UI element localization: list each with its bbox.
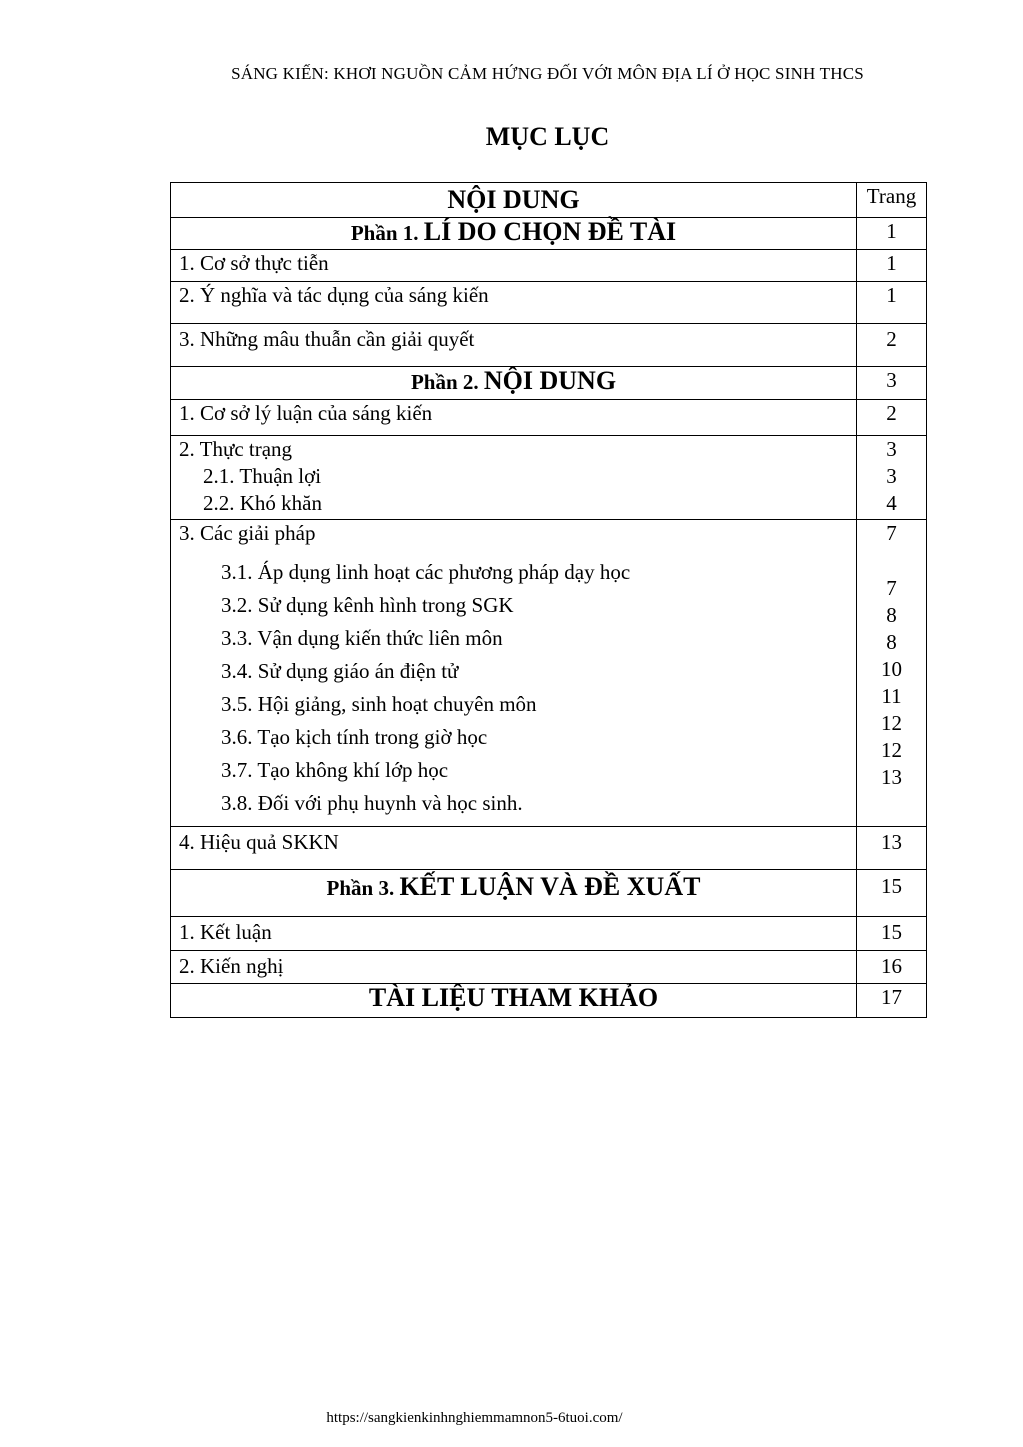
toc-table <box>170 182 927 1018</box>
subsection-page: 8 <box>886 630 897 654</box>
part-3-page: 15 <box>857 870 927 917</box>
part-2-title: NỘI DUNG <box>483 366 617 395</box>
part-2-row <box>171 367 927 400</box>
references-heading: TÀI LIỆU THAM KHẢO <box>171 984 857 1018</box>
toc-row <box>171 324 927 367</box>
toc-row-label: 1. Kết luận <box>171 917 857 951</box>
toc-row-label: 4. Hiệu quả SKKN <box>171 827 857 870</box>
toc-row-label: 3. Những mâu thuẫn cần giải quyết <box>171 324 857 367</box>
toc-row <box>171 436 927 520</box>
toc-row-page: 2 <box>857 324 927 367</box>
part-1-prefix: Phần 1. <box>350 221 419 245</box>
toc-row-page <box>857 436 927 520</box>
subsection-page: 4 <box>886 491 897 515</box>
subsection-page: 13 <box>881 765 902 789</box>
subsection-label: 3.4. Sử dụng giáo án điện tử <box>221 659 459 683</box>
part-3-heading <box>171 870 857 917</box>
references-page: 17 <box>857 984 927 1018</box>
part-2-page: 3 <box>857 367 927 400</box>
toc-row-page: 1 <box>857 250 927 282</box>
subsection-page: 12 <box>881 711 902 735</box>
subsection-label: 3.2. Sử dụng kênh hình trong SGK <box>221 593 514 617</box>
section-label: 2. Thực trạng <box>179 437 293 461</box>
subsection-label: 3.5. Hội giảng, sinh hoạt chuyên môn <box>221 692 537 716</box>
toc-row-page: 15 <box>857 917 927 951</box>
references-row <box>171 984 927 1018</box>
subsection-label: 2.1. Thuận lợi <box>203 464 322 488</box>
toc-row-label <box>171 520 857 827</box>
toc-row-label <box>171 436 857 520</box>
toc-header-row <box>171 183 927 218</box>
section-page: 3 <box>886 437 897 461</box>
toc-row <box>171 827 927 870</box>
subsection-label: 2.2. Khó khăn <box>203 491 322 515</box>
subsection-page: 11 <box>881 684 902 708</box>
toc-row-page: 13 <box>857 827 927 870</box>
subsection-label: 3.6. Tạo kịch tính trong giờ học <box>221 725 488 749</box>
part-1-title: LÍ DO CHỌN ĐỀ TÀI <box>423 217 677 246</box>
subsection-label: 3.8. Đối với phụ huynh và học sinh. <box>221 791 523 815</box>
running-header: SÁNG KIẾN: KHƠI NGUỒN CẢM HỨNG ĐỐI VỚI MÔN ĐỊA LÍ Ở HỌC SINH THCS <box>231 64 864 83</box>
subsection-label: 3.3. Vận dụng kiến thức liên môn <box>221 626 503 650</box>
toc-row-page: 1 <box>857 282 927 324</box>
section-label: 3. Các giải pháp <box>179 521 316 545</box>
toc-row-page: 16 <box>857 951 927 984</box>
subsection-page: 12 <box>881 738 902 762</box>
col-page-header: Trang <box>857 183 927 218</box>
toc-row-label: 2. Ý nghĩa và tác dụng của sáng kiến <box>171 282 857 324</box>
toc-row-label: 1. Cơ sở thực tiễn <box>171 250 857 282</box>
subsection-label: 3.7. Tạo không khí lớp học <box>221 758 449 782</box>
toc-row <box>171 917 927 951</box>
subsection-page: 7 <box>886 576 897 600</box>
toc-row <box>171 250 927 282</box>
toc-row <box>171 520 927 827</box>
subsection-label: 3.1. Áp dụng linh hoạt các phương pháp dạy học <box>221 560 631 584</box>
subsection-page: 3 <box>886 464 897 488</box>
part-1-page: 1 <box>857 218 927 250</box>
subsection-page: 10 <box>881 657 902 681</box>
part-3-row <box>171 870 927 917</box>
toc-row <box>171 951 927 984</box>
footer-url: https://sangkienkinhnghiemmamnon5-6tuoi.com/ <box>326 1410 623 1426</box>
part-3-prefix: Phần 3. <box>326 876 395 900</box>
part-2-heading <box>171 367 857 400</box>
part-1-heading <box>171 218 857 250</box>
toc-row-page <box>857 520 927 827</box>
subsection-page: 8 <box>886 603 897 627</box>
section-page: 7 <box>886 521 897 545</box>
part-2-prefix: Phần 2. <box>410 370 479 394</box>
toc-row-label: 1. Cơ sở lý luận của sáng kiến <box>171 400 857 436</box>
col-content-header: NỘI DUNG <box>171 183 857 218</box>
toc-row <box>171 400 927 436</box>
page-title: MỤC LỤC <box>485 122 610 151</box>
toc-row-label: 2. Kiến nghị <box>171 951 857 984</box>
toc-row <box>171 282 927 324</box>
part-1-row <box>171 218 927 250</box>
part-3-title: KẾT LUẬN VÀ ĐỀ XUẤT <box>399 872 701 901</box>
toc-row-page: 2 <box>857 400 927 436</box>
